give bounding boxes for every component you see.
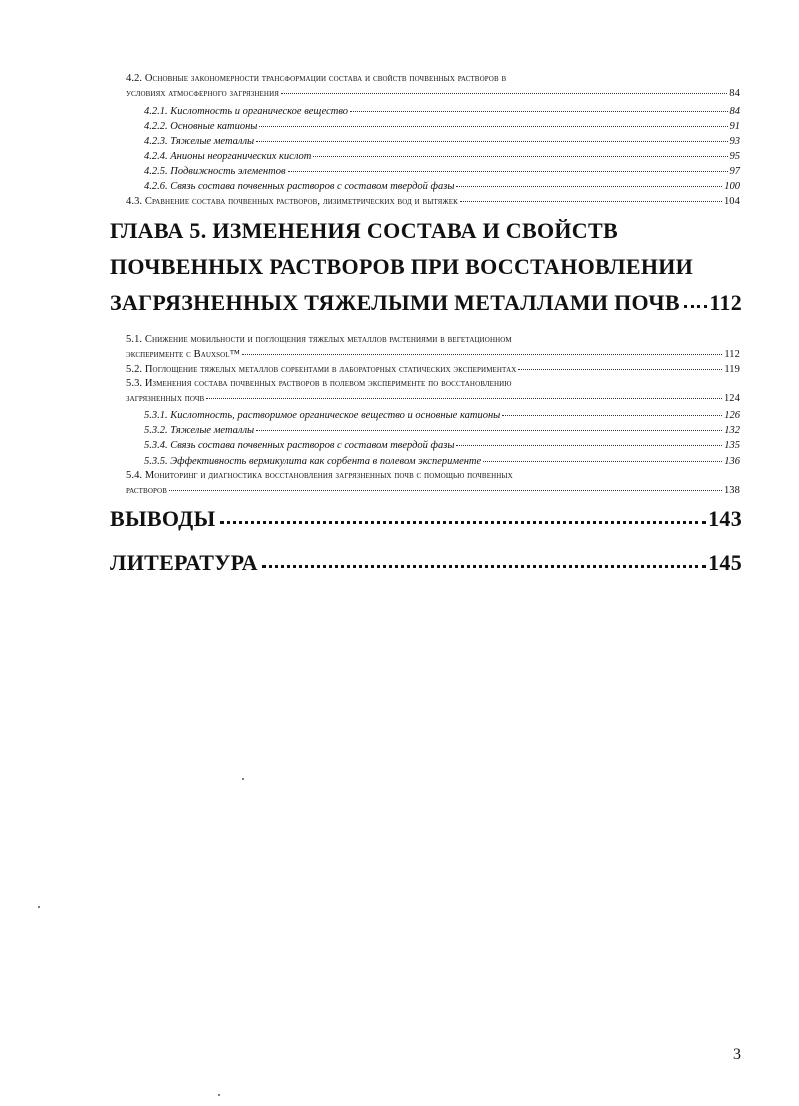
toc-entry-label: 4.2.3. Тяжелые металлы: [144, 136, 255, 147]
toc-page-number: 145: [708, 550, 742, 575]
toc-entry-5-3[interactable]: [126, 377, 740, 406]
toc-entry-4-2[interactable]: [126, 72, 740, 101]
toc-entry-5-1[interactable]: [126, 333, 740, 362]
scan-speck: [218, 1094, 220, 1096]
toc-entry-label: 4.2.6. Связь состава почвенных растворов с составом твердой фазы: [144, 181, 455, 192]
dot-leader: [456, 436, 722, 446]
toc-page-number: 112: [724, 349, 740, 360]
toc-page-number: 143: [708, 506, 742, 531]
dot-leader: [313, 147, 727, 157]
chapter-title-line: ПОЧВЕННЫХ РАСТВОРОВ ПРИ ВОССТАНОВЛЕНИИ: [110, 254, 694, 279]
toc-page-number: 138: [723, 485, 740, 496]
dot-leader: [206, 389, 722, 399]
dot-leader: [288, 162, 728, 172]
toc-entry-label: ВЫВОДЫ: [110, 506, 216, 531]
toc-entry-label: ЛИТЕРАТУРА: [110, 550, 258, 575]
dot-leader: [256, 132, 727, 142]
chapter-title-line: ЗАГРЯЗНЕННЫХ ТЯЖЕЛЫМИ МЕТАЛЛАМИ ПОЧВ: [110, 290, 680, 315]
toc-page-number: 100: [724, 181, 740, 192]
toc-entry-line: условиях атмосферного загрязнения: [126, 88, 279, 99]
toc-page-number: 119: [724, 364, 740, 375]
dot-leader: [281, 84, 727, 94]
dot-leader: [483, 452, 722, 462]
dot-leader: [220, 507, 707, 524]
dot-leader: [456, 177, 722, 187]
toc-literature[interactable]: [110, 550, 742, 576]
toc-page-number: 84: [729, 88, 740, 99]
dot-leader: [259, 117, 727, 127]
toc-entry-line: 4.2. Основные закономерности трансформации состава и свойств почвенных растворов в: [126, 73, 507, 84]
toc-entry-label: 5.2. Поглощение тяжелых металлов сорбентами в лабораторных статических экспериментах: [126, 364, 517, 375]
toc-entry-label: 4.2.5. Подвижность элементов: [144, 166, 286, 177]
toc-page-number: 84: [729, 106, 740, 117]
toc-entry-label: 5.3.2. Тяжелые металлы: [144, 425, 255, 436]
dot-leader: [262, 551, 706, 568]
toc-page-number: 126: [724, 410, 740, 421]
toc-page-number: 97: [729, 166, 740, 177]
toc-entry-5-3-5[interactable]: [144, 454, 740, 469]
dot-leader: [518, 360, 722, 370]
toc-page-number: 136: [724, 456, 740, 467]
toc-entry-line: 5.3. Изменения состава почвенных растворов в полевом эксперименте по восстановлению: [126, 378, 512, 389]
toc-entry-label: 4.2.2. Основные катионы: [144, 121, 258, 132]
toc-entry-label: 4.2.4. Анионы неорганических кислот: [144, 151, 312, 162]
toc-entry-label: 4.2.1. Кислотность и органическое вещество: [144, 106, 349, 117]
toc-page-number: 132: [724, 425, 740, 436]
toc-entry-4-3[interactable]: [126, 194, 740, 209]
toc-entry-line: 5.4. Мониторинг и диагностика восстановления загрязненных почв с помощью почвенных: [126, 470, 513, 481]
toc-page-number: 91: [729, 121, 740, 132]
page-number: 3: [733, 1046, 741, 1063]
toc-entry-line: загрязненных почв: [126, 393, 205, 404]
toc-entry-5-3-4[interactable]: [144, 438, 740, 453]
dot-leader: [460, 192, 722, 202]
scan-speck: [38, 906, 40, 908]
dot-leader: [256, 421, 722, 431]
toc-entry-label: 4.3. Сравнение состава почвенных растворов, лизиметрических вод и вытяжек: [126, 196, 458, 207]
dot-leader: [684, 291, 707, 308]
toc-page-number: 104: [723, 196, 740, 207]
dot-leader: [169, 481, 722, 491]
toc-page-number: 95: [729, 151, 740, 162]
scan-speck: [242, 778, 244, 780]
toc-chapter-5[interactable]: [110, 218, 742, 316]
chapter-title-line: ГЛАВА 5. ИЗМЕНЕНИЯ СОСТАВА И СВОЙСТВ: [110, 218, 618, 243]
toc-entry-5-2[interactable]: [126, 362, 740, 377]
dot-leader: [350, 102, 727, 112]
toc-page-number: 93: [729, 136, 740, 147]
toc-page-number: 112: [709, 290, 742, 315]
dot-leader: [502, 406, 722, 416]
toc-entry-label: 5.3.1. Кислотность, растворимое органическое вещество и основные катионы: [144, 410, 501, 421]
toc-page-number: 135: [724, 440, 740, 451]
toc-entry-label: 5.3.4. Связь состава почвенных растворов с составом твердой фазы: [144, 440, 455, 451]
toc-entry-line: 5.1. Снижение мобильности и поглощения тяжелых металлов растениями в вегетационном: [126, 334, 512, 345]
toc-entry-line: эксперименте с Bauxsol™: [126, 349, 241, 360]
toc-entry-5-4[interactable]: [126, 469, 740, 498]
toc-entry-line: растворов: [126, 485, 167, 496]
dot-leader: [242, 345, 722, 355]
toc-page-number: 124: [723, 393, 740, 404]
toc-conclusions[interactable]: [110, 506, 742, 532]
toc-entry-label: 5.3.5. Эффективность вермикулита как сорбента в полевом эксперименте: [144, 456, 482, 467]
